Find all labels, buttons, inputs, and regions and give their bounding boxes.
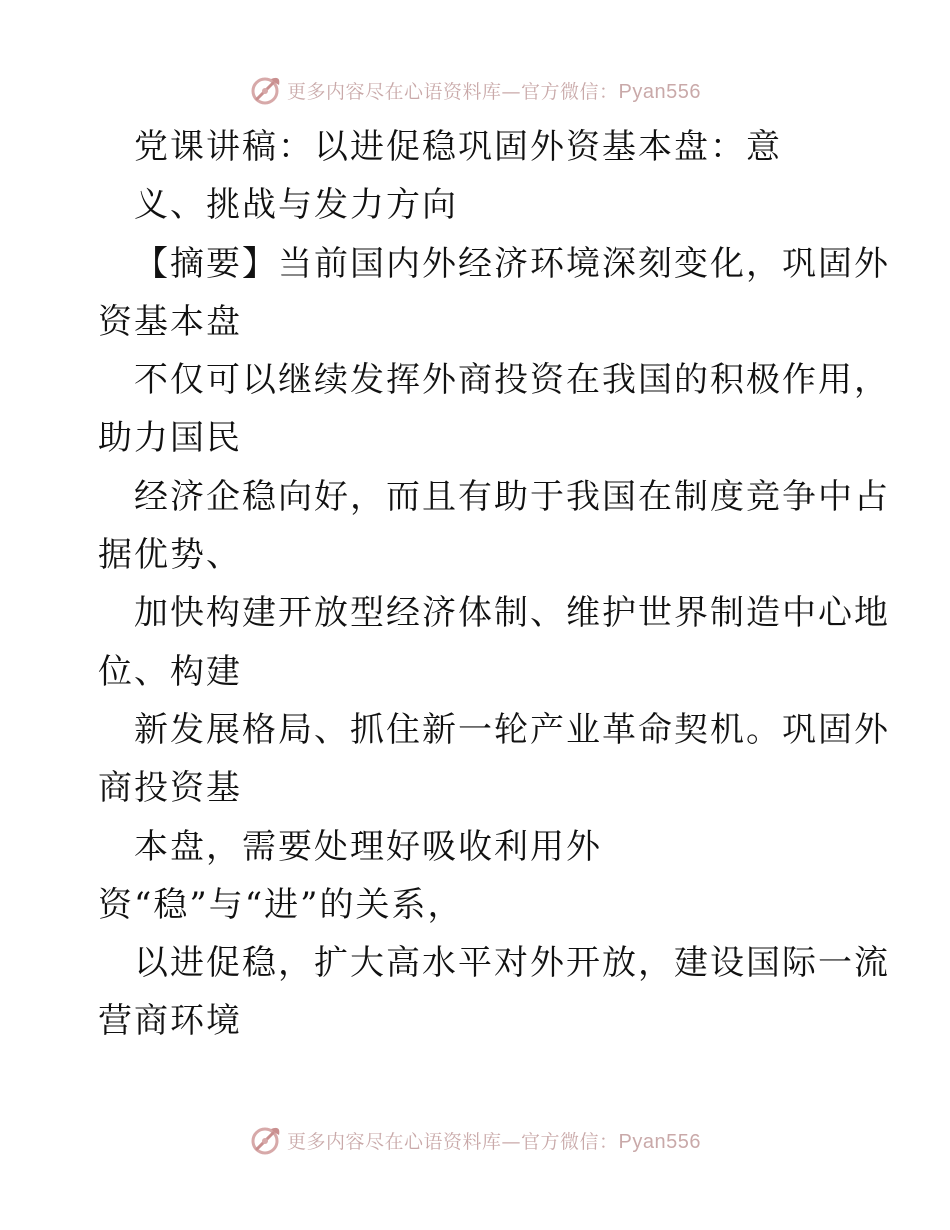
text-line: 位、构建 — [98, 651, 242, 692]
text-line: 新发展格局、抓住新一轮产业革命契机。巩固外 — [134, 709, 890, 750]
text-line: 资基本盘 — [98, 301, 242, 342]
text-line: 党课讲稿：以进促稳巩固外资基本盘：意 — [134, 127, 782, 167]
watermark-text: 更多内容尽在心语资料库—官方微信：Pyan556 — [287, 80, 701, 103]
watermark-id: Pyan556 — [618, 80, 701, 103]
header-watermark — [0, 70, 950, 110]
document-body — [98, 118, 890, 1051]
quill-logo-icon — [249, 1123, 283, 1157]
text-line: 【摘要】当前国内外经济环境深刻变化，巩固外 — [134, 243, 890, 284]
quill-logo-icon — [249, 73, 283, 107]
watermark-text: 更多内容尽在心语资料库—官方微信：Pyan556 — [287, 1130, 701, 1153]
text-line: 商投资基 — [98, 768, 242, 809]
text-line: 不仅可以继续发挥外商投资在我国的积极作用， — [134, 360, 890, 401]
text-line: 资“稳”与“进”的关系， — [98, 884, 464, 925]
text-line: 经济企稳向好，而且有助于我国在制度竞争中占 — [134, 476, 890, 517]
text-line: 助力国民 — [98, 418, 242, 459]
text-line: 营商环境 — [98, 1001, 242, 1042]
footer-watermark — [0, 1120, 950, 1160]
watermark-id: Pyan556 — [618, 1130, 701, 1153]
text-line: 以进促稳，扩大高水平对外开放，建设国际一流 — [134, 943, 890, 984]
text-line: 义、挑战与发力方向 — [134, 185, 458, 226]
text-line: 据优势、 — [98, 535, 242, 576]
text-line: 本盘，需要处理好吸收利用外 — [134, 826, 602, 867]
text-line: 加快构建开放型经济体制、维护世界制造中心地 — [134, 593, 890, 634]
